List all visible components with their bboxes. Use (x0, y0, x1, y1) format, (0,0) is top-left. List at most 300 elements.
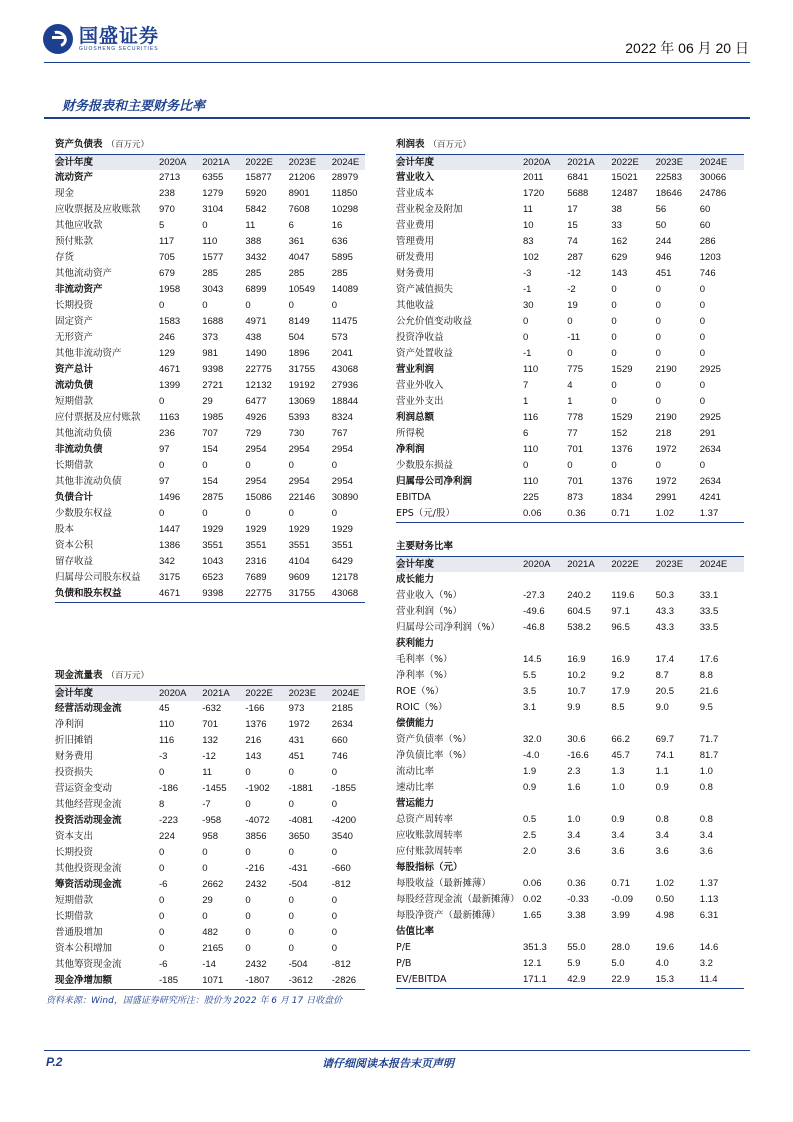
cell-value: 43.3 (655, 622, 675, 633)
cell-value: 604.5 (567, 606, 591, 617)
table-row (396, 282, 744, 298)
cell-value: 5842 (245, 204, 267, 215)
cell-value: 29 (202, 396, 213, 407)
cell-value: 0 (699, 332, 706, 343)
cell-value: -0.33 (567, 894, 589, 905)
cell-value: 2925 (699, 412, 721, 423)
table-row (55, 877, 365, 893)
row-label: 归属母公司净利润 (396, 476, 473, 487)
cell-value: 0 (245, 911, 251, 922)
cell-value: 0 (159, 767, 165, 778)
table-row (55, 458, 365, 474)
cell-value: 225 (523, 492, 539, 503)
cell-value: 0.5 (523, 814, 537, 825)
cell-value: 3.4 (699, 830, 713, 841)
cell-value: 1834 (611, 492, 633, 503)
cell-value: 0.71 (611, 878, 630, 889)
table-row (55, 330, 365, 346)
cell-value: 1972 (655, 444, 677, 455)
row-label: 归属母公司股东权益 (55, 572, 141, 583)
cell-value: 11475 (331, 316, 358, 327)
cell-value: 1376 (611, 476, 633, 487)
cell-value: 388 (245, 236, 262, 247)
cell-value: 1929 (331, 524, 353, 535)
cell-value: 0 (159, 396, 165, 407)
column-header: 2024E (331, 157, 360, 168)
cell-value: 5 (159, 220, 165, 231)
table-row (396, 250, 744, 266)
cell-value: 4971 (245, 316, 267, 327)
cell-value: 9398 (202, 588, 224, 599)
cell-value: 4926 (245, 412, 267, 423)
cell-value: 17.6 (699, 654, 719, 665)
cell-value (656, 716, 700, 732)
cell-value: 0 (288, 799, 294, 810)
cell-value (656, 636, 700, 652)
row-label: 其他流动负债 (55, 428, 113, 439)
cell-value: -958 (202, 815, 222, 826)
cell-value: 8901 (288, 188, 310, 199)
cell-value: 9.5 (699, 702, 713, 713)
section-divider (44, 117, 750, 119)
cell-value: 0 (567, 460, 573, 471)
cell-value: 240.2 (567, 590, 591, 601)
row-label: 普通股增加 (55, 927, 103, 938)
table-row (55, 845, 365, 861)
cell-value: 3.6 (655, 846, 669, 857)
table-row (396, 234, 744, 250)
cell-value: 31755 (288, 364, 315, 375)
cell-value: 438 (245, 332, 262, 343)
cell-value: 1.13 (699, 894, 719, 905)
cell-value: 4047 (288, 252, 310, 263)
row-label: 投资损失 (55, 767, 94, 778)
cell-value: 71.7 (699, 734, 719, 745)
row-label: 其他筹资现金流 (55, 959, 122, 970)
cell-value: 6429 (331, 556, 353, 567)
row-label: 获利能力 (396, 638, 435, 649)
column-header: 2020A (159, 688, 187, 699)
cell-value: -1 (523, 348, 532, 359)
cell-value: 30.6 (567, 734, 586, 745)
cell-value: 129 (159, 348, 175, 359)
cell-value: 81.7 (699, 750, 719, 761)
cell-value: 152 (611, 428, 628, 439)
cell-value: 0 (655, 300, 661, 311)
cell-value: 3.6 (567, 846, 581, 857)
cell-value: 9.0 (655, 702, 669, 713)
cell-value: 4241 (699, 492, 721, 503)
cell-value (656, 924, 700, 940)
table-title (55, 136, 365, 155)
row-label: 流动负债 (55, 380, 94, 391)
row-label: 营业利润（%） (396, 606, 463, 617)
table-row (55, 813, 365, 829)
cell-value: 83 (523, 236, 534, 247)
cell-value (656, 796, 700, 812)
row-label: 资产处置收益 (396, 348, 454, 359)
cell-value: 1.37 (699, 508, 719, 519)
cell-value: 0 (288, 767, 294, 778)
row-label: 长期借款 (55, 460, 94, 471)
cell-value: 45.7 (611, 750, 630, 761)
cell-value: 2875 (202, 492, 224, 503)
table-row (55, 234, 365, 250)
cell-value: 0 (655, 316, 661, 327)
column-header: 2023E (288, 688, 317, 699)
cell-value: 0 (699, 460, 706, 471)
table-row (396, 668, 744, 684)
cell-value: 1.6 (567, 782, 581, 793)
cell-value: 0 (159, 863, 165, 874)
cell-value: 0 (245, 767, 251, 778)
cell-value: 0.50 (655, 894, 675, 905)
cell-value: 30890 (331, 492, 359, 503)
table-row (55, 554, 365, 570)
cell-value: 3.6 (699, 846, 713, 857)
column-header: 2020A (523, 559, 551, 570)
cell-value: 0 (611, 284, 617, 295)
cell-value: 15086 (245, 492, 272, 503)
cell-value: 11 (202, 767, 213, 778)
cell-value: 1.02 (655, 878, 675, 889)
cell-value: 30066 (699, 172, 727, 183)
cell-value: 2713 (159, 172, 181, 183)
cell-value: 33.5 (699, 606, 719, 617)
cell-value: 2721 (202, 380, 224, 391)
row-label: 营业利润 (396, 364, 435, 375)
row-label: 其他收益 (396, 300, 435, 311)
cell-value: 0 (159, 927, 165, 938)
cell-value: 1972 (288, 719, 310, 730)
row-label: 长期投资 (55, 300, 94, 311)
cell-value: 2954 (245, 444, 267, 455)
cell-value: 3551 (202, 540, 224, 551)
cell-value: 8149 (288, 316, 310, 327)
cell-value: 45 (159, 703, 170, 714)
cell-value: 12487 (611, 188, 638, 199)
cell-value: 0 (202, 300, 208, 311)
table-unit: （百万元） (428, 140, 472, 150)
cell-value: 2662 (202, 879, 224, 890)
row-label: 无形资产 (55, 332, 94, 343)
cell-value: 342 (159, 556, 175, 567)
cell-value: 110 (523, 444, 539, 455)
cell-value: 60 (699, 220, 711, 231)
cell-value: 0 (288, 300, 294, 311)
table-row (396, 908, 744, 924)
cell-value: 0 (245, 895, 251, 906)
cell-value: 50.3 (655, 590, 675, 601)
column-header: 2023E (655, 157, 684, 168)
cell-value: 0 (202, 847, 208, 858)
cell-value: 873 (567, 492, 584, 503)
cell-value: 110 (159, 719, 175, 730)
cell-value: 1583 (159, 316, 181, 327)
table-row (55, 266, 365, 282)
row-label: 利润总额 (396, 412, 435, 423)
table-row (55, 586, 365, 603)
cell-value: 351.3 (523, 942, 547, 953)
cell-value: 746 (699, 268, 716, 279)
cell-value: 1.0 (699, 766, 713, 777)
row-label: 应收票据及应收账款 (55, 204, 141, 215)
cell-value: 5.5 (523, 670, 537, 681)
cell-value: 9398 (202, 364, 224, 375)
cell-value (700, 924, 744, 940)
cell-value: 60 (699, 204, 711, 215)
row-label: 非流动负债 (55, 444, 103, 455)
cell-value (567, 860, 611, 876)
cell-value: 0 (288, 943, 294, 954)
cell-value: -4081 (288, 815, 313, 826)
cell-value: 767 (331, 428, 348, 439)
row-label: 应付账款周转率 (396, 846, 463, 857)
cell-value: 1 (567, 396, 573, 407)
cell-value: 1.02 (655, 508, 675, 519)
row-label: 偿债能力 (396, 718, 435, 729)
table-row (55, 701, 365, 717)
table-row (396, 266, 744, 282)
table-row (396, 956, 744, 972)
row-label: 每股指标（元） (396, 862, 463, 873)
cell-value: 143 (245, 751, 262, 762)
table-header-row (55, 155, 365, 170)
cell-value: 0 (159, 460, 165, 471)
table-row (396, 780, 744, 796)
cell-value (567, 572, 611, 588)
cell-value: 0.8 (699, 814, 713, 825)
cell-value: -6 (159, 959, 168, 970)
cell-value: -4072 (245, 815, 270, 826)
column-header: 2023E (655, 559, 684, 570)
table-row (55, 733, 365, 749)
cell-value: 3.99 (611, 910, 630, 921)
row-label: 资本公积增加 (55, 943, 113, 954)
cell-value: 74 (567, 236, 578, 247)
cell-value: 2925 (699, 364, 721, 375)
row-label: 净利润 (55, 719, 84, 730)
row-label: 每股经营现金流（最新摊薄） (396, 894, 520, 905)
table-row (55, 973, 365, 990)
table-row (55, 170, 365, 186)
table-row (396, 394, 744, 410)
cell-value: 0 (567, 316, 573, 327)
cell-value: -2 (567, 284, 576, 295)
table-row (55, 538, 365, 554)
table-row (55, 893, 365, 909)
cell-value: 11.4 (699, 974, 718, 985)
cell-value: -49.6 (523, 606, 545, 617)
cell-value: 286 (699, 236, 716, 247)
cell-value: 1929 (202, 524, 224, 535)
cell-value: 0 (611, 348, 617, 359)
cell-value: 0 (202, 863, 208, 874)
table-title-text: 资产负债表 (55, 139, 103, 150)
cell-value: 1 (523, 396, 529, 407)
cell-value: -1881 (288, 783, 313, 794)
column-header: 会计年度 (396, 157, 435, 168)
cell-value: 56 (655, 204, 667, 215)
cell-value: 31755 (288, 588, 315, 599)
cell-value: 6.31 (699, 910, 719, 921)
cell-value: 0 (655, 396, 661, 407)
cell-value: 0 (245, 847, 251, 858)
row-label: 资本公积 (55, 540, 94, 551)
cell-value: 1043 (202, 556, 224, 567)
column-header: 会计年度 (55, 688, 94, 699)
cell-value: 2954 (331, 476, 353, 487)
table-row (55, 282, 365, 298)
cell-value: 0 (202, 460, 208, 471)
table-row (396, 684, 744, 700)
cell-value: 0 (245, 508, 251, 519)
cell-value: 102 (523, 252, 539, 263)
table-header-row (396, 557, 744, 572)
cell-value: 9609 (288, 572, 310, 583)
cell-value: 2.3 (567, 766, 581, 777)
cell-value (567, 924, 611, 940)
logo-name: 国盛证券 (79, 25, 160, 47)
table-row (396, 362, 744, 378)
cell-value: 5393 (288, 412, 310, 423)
cell-value: 5688 (567, 188, 589, 199)
cell-value: 0 (655, 460, 661, 471)
cell-value: 3551 (245, 540, 267, 551)
cell-value: -12 (567, 268, 581, 279)
cell-value: 285 (245, 268, 262, 279)
cell-value: -216 (245, 863, 265, 874)
cell-value (567, 716, 611, 732)
row-label: 留存收益 (55, 556, 94, 567)
cell-value (611, 716, 655, 732)
table-row (396, 572, 744, 588)
cell-value: 1972 (655, 476, 677, 487)
cell-value: 10298 (331, 204, 359, 215)
row-label: 财务费用 (396, 268, 435, 279)
cell-value: 2954 (288, 444, 310, 455)
cell-value: 6523 (202, 572, 224, 583)
row-label: 营运能力 (396, 798, 435, 809)
cell-value: 77 (567, 428, 578, 439)
cell-value: 0 (159, 508, 165, 519)
column-header: 2021A (202, 688, 230, 699)
cell-value: -4.0 (523, 750, 540, 761)
column-header: 2024E (699, 559, 728, 570)
section-title: 财务报表和主要财务比率 (62, 99, 206, 114)
table-row (55, 765, 365, 781)
row-label: 营业收入 (396, 172, 435, 183)
row-label: 预付账款 (55, 236, 94, 247)
row-label: 其他应收款 (55, 220, 103, 231)
table-row (55, 797, 365, 813)
cell-value: 4671 (159, 364, 181, 375)
table-row (55, 490, 365, 506)
table-row (396, 924, 744, 940)
cell-value: 0 (655, 332, 661, 343)
row-label: 营业外支出 (396, 396, 444, 407)
cell-value: -632 (202, 703, 222, 714)
cell-value: 0 (331, 847, 338, 858)
table-row (55, 749, 365, 765)
cell-value: 14.5 (523, 654, 542, 665)
row-label: 所得税 (396, 428, 425, 439)
cell-value: 10.2 (567, 670, 586, 681)
cell-value: 6 (523, 428, 529, 439)
cell-value: 0 (699, 316, 706, 327)
row-label: 股本 (55, 524, 75, 535)
cell-value: 2011 (523, 172, 544, 183)
table-title-text: 利润表 (396, 139, 425, 150)
cell-value: 2432 (245, 879, 267, 890)
column-header: 2022E (245, 157, 273, 168)
row-label: 应付票据及应付账款 (55, 412, 141, 423)
cell-value: -6 (159, 879, 168, 890)
cell-value: 2634 (331, 719, 353, 730)
cell-value: -812 (331, 879, 351, 890)
cell-value: -431 (288, 863, 308, 874)
cell-value: 18844 (331, 396, 359, 407)
cell-value: 110 (523, 364, 539, 375)
cell-value: 451 (288, 751, 305, 762)
cell-value: 679 (159, 268, 175, 279)
cell-value: 28.0 (611, 942, 630, 953)
row-label: 负债合计 (55, 492, 94, 503)
cell-value: 0 (159, 300, 165, 311)
cell-value: 3432 (245, 252, 267, 263)
cell-value: 43068 (331, 588, 359, 599)
row-label: 其他经营现金流 (55, 799, 122, 810)
cell-value: 22583 (655, 172, 682, 183)
cell-value: 1490 (245, 348, 267, 359)
cell-value: 132 (202, 735, 219, 746)
column-header: 会计年度 (55, 157, 94, 168)
row-label: 短期借款 (55, 895, 94, 906)
cell-value: 6899 (245, 284, 267, 295)
cell-value (523, 924, 567, 940)
cell-value: 10.7 (567, 686, 586, 697)
cell-value: 16.9 (611, 654, 630, 665)
row-label: 存货 (55, 252, 75, 263)
cell-value: 33 (611, 220, 622, 231)
cell-value: -1902 (245, 783, 270, 794)
cell-value: 0 (288, 847, 294, 858)
cell-value: -186 (159, 783, 179, 794)
cell-value: 285 (331, 268, 348, 279)
table-row (396, 700, 744, 716)
table-row (55, 570, 365, 586)
cell-value: 43.3 (655, 606, 675, 617)
table-row (55, 250, 365, 266)
cell-value: 0.06 (523, 878, 542, 889)
cell-value: 1071 (202, 975, 224, 986)
column-header: 会计年度 (396, 559, 435, 570)
table-row (396, 620, 744, 636)
cell-value: 1.9 (523, 766, 537, 777)
cell-value (656, 860, 700, 876)
cell-value: 1720 (523, 188, 545, 199)
row-label: 净利率（%） (396, 670, 453, 681)
table-header-row (55, 686, 365, 701)
table-row (55, 202, 365, 218)
cell-value: 701 (567, 476, 584, 487)
table-row (55, 717, 365, 733)
cell-value: 2954 (245, 476, 267, 487)
cell-value: 504 (288, 332, 305, 343)
cell-value: 218 (655, 428, 672, 439)
table-row (396, 844, 744, 860)
cell-value: 1376 (245, 719, 267, 730)
